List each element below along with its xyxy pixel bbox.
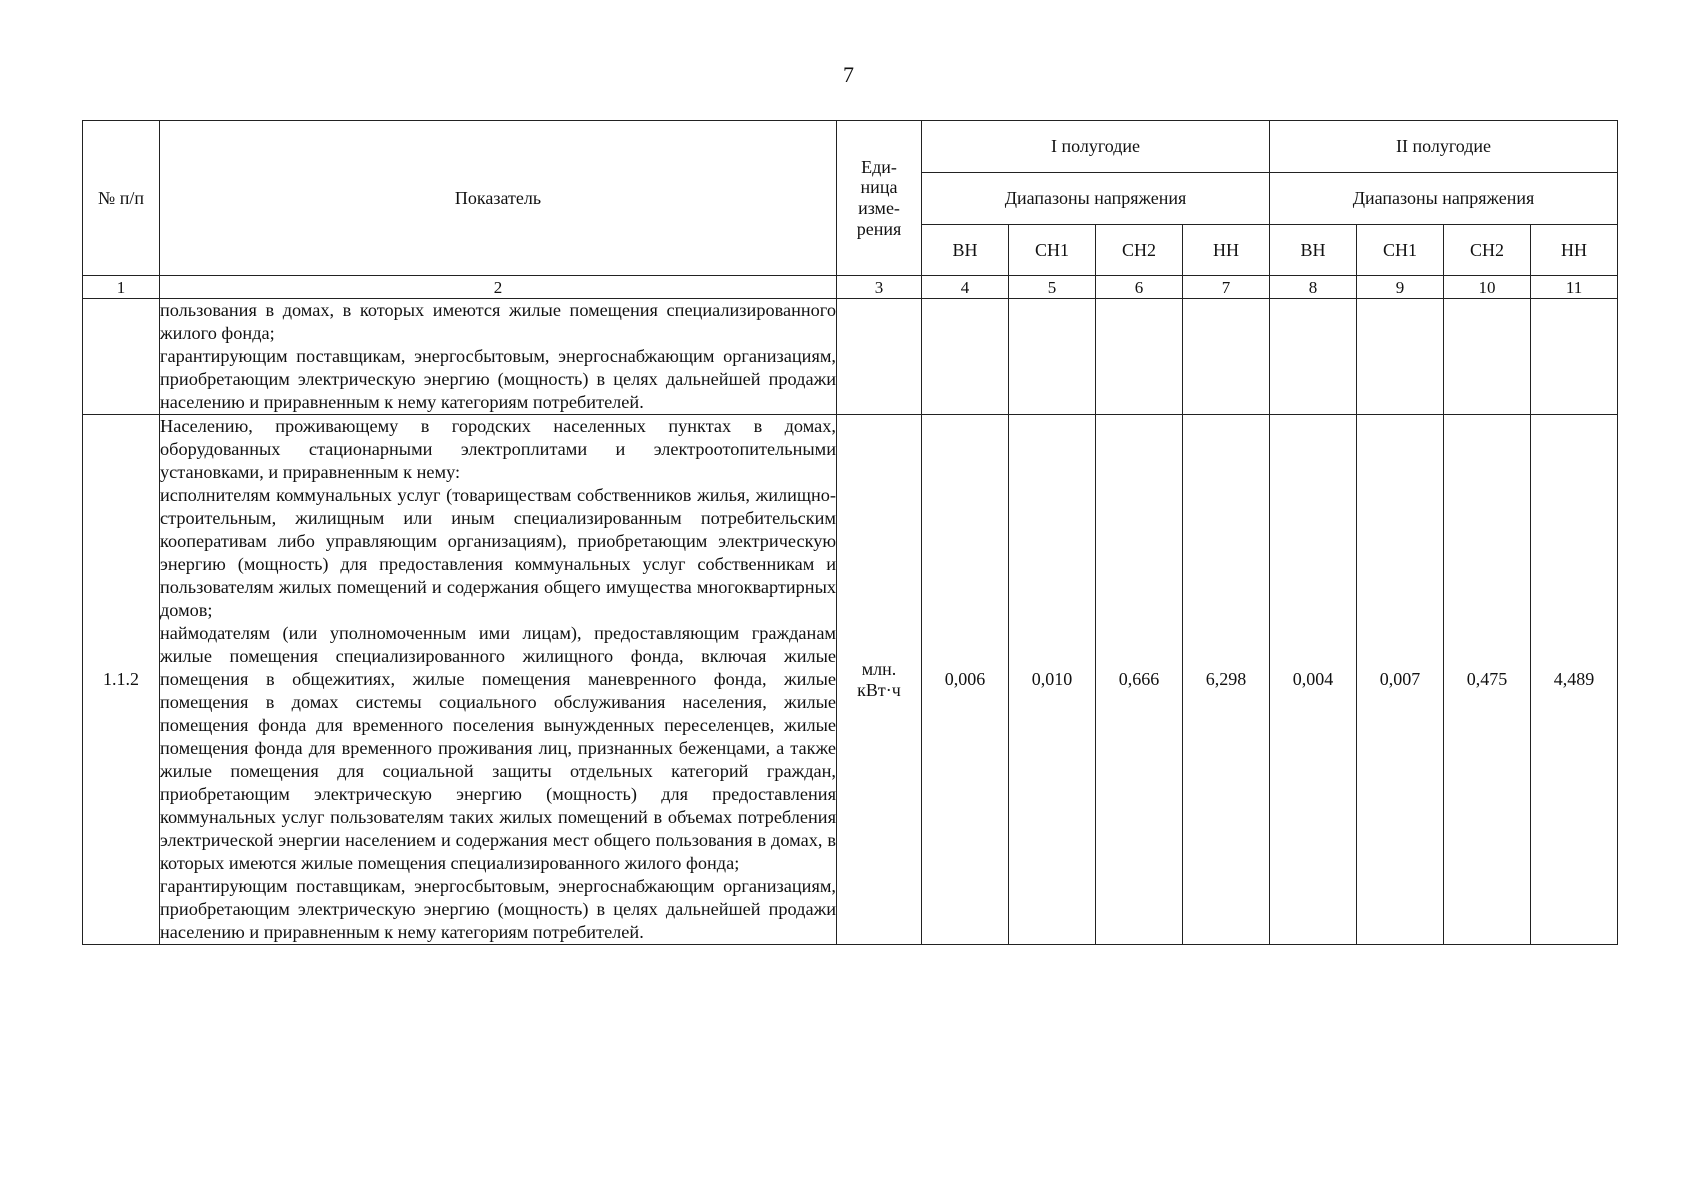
column-index: 10 — [1444, 276, 1531, 299]
row-value — [1183, 299, 1270, 415]
indicator-paragraph: гарантирующим поставщикам, энергосбытовым, энергоснабжающим организациям, приобретающим электрическую энергию (мощность) в целях дальнейшей продажи населению и приравненным к нему категориям потребителей. — [160, 346, 836, 412]
row-value — [1531, 299, 1618, 415]
row-value: 0,006 — [922, 415, 1009, 945]
header-level: НН — [1183, 225, 1270, 276]
row-value: 4,489 — [1531, 415, 1618, 945]
indicator-paragraph: Населению, проживающему в городских населенных пунктах в домах, оборудованных стационарными электроплитами и электроотопительными установками, и приравненным к нему: — [160, 416, 836, 482]
header-level: СН1 — [1009, 225, 1096, 276]
header-indicator: Показатель — [160, 121, 837, 276]
indicator-paragraph: пользования в домах, в которых имеются жилые помещения специализированного жилого фонда; — [160, 300, 836, 343]
header-unit: Еди- ница изме- рения — [837, 121, 922, 276]
tariff-table — [82, 120, 1618, 945]
column-index: 8 — [1270, 276, 1357, 299]
row-unit: млн. кВт·ч — [837, 415, 922, 945]
row-value: 0,004 — [1270, 415, 1357, 945]
indicator-paragraph: гарантирующим поставщикам, энергосбытовым, энергоснабжающим организациям, приобретающим электрическую энергию (мощность) в целях дальнейшей продажи населению и приравненным к нему категориям потребителей. — [160, 876, 836, 942]
indicator-paragraph: исполнителям коммунальных услуг (товариществам собственников жилья, жилищно-строительным, жилищным или иным специализированным потребительским кооперативам либо управляющим организациям), приобретающим электрическую энергию (мощность) для предоставления коммунальных услуг собственникам и пользователям жилых помещений и содержания общего имущества многоквартирных домов; — [160, 485, 836, 620]
column-index: 11 — [1531, 276, 1618, 299]
header-level: ВН — [922, 225, 1009, 276]
row-value: 0,475 — [1444, 415, 1531, 945]
row-number: 1.1.2 — [83, 415, 160, 945]
indicator-paragraph: наймодателям (или уполномоченным ими лицам), предоставляющим гражданам жилые помещения специализированного жилищного фонда, включая жилые помещения в общежитиях, жилые помещения маневренного фонда, жилые помещения в домах системы социального обслуживания населения, жилые помещения фонда для временного поселения вынужденных переселенцев, жилые помещения фонда для временного проживания лиц, признанных беженцами, а также жилые помещения для социальной защиты отдельных категорий граждан, приобретающим электрическую энергию (мощность) для предоставления коммунальных услуг пользователям таких жилых помещений в объемах потребления электрической энергии населением и содержания мест общего пользования в домах, в которых имеются жилые помещения специализированного жилого фонда; — [160, 623, 836, 873]
row-value: 0,666 — [1096, 415, 1183, 945]
header-half1: I полугодие — [922, 121, 1270, 173]
row-value — [922, 299, 1009, 415]
header-ranges2: Диапазоны напряжения — [1270, 173, 1618, 225]
column-index: 1 — [83, 276, 160, 299]
column-index: 6 — [1096, 276, 1183, 299]
row-value — [1009, 299, 1096, 415]
page-number: 7 — [843, 62, 854, 87]
header-level: ВН — [1270, 225, 1357, 276]
row-value: 0,007 — [1357, 415, 1444, 945]
row-value — [1270, 299, 1357, 415]
header-ranges1: Диапазоны напряжения — [922, 173, 1270, 225]
header-level: СН2 — [1444, 225, 1531, 276]
row-value — [1096, 299, 1183, 415]
row-value — [1444, 299, 1531, 415]
row-number — [83, 299, 160, 415]
column-index: 7 — [1183, 276, 1270, 299]
table-row — [83, 299, 1618, 415]
header-level: СН2 — [1096, 225, 1183, 276]
column-index: 4 — [922, 276, 1009, 299]
table-row — [83, 415, 1618, 945]
header-half2: II полугодие — [1270, 121, 1618, 173]
row-value: 0,010 — [1009, 415, 1096, 945]
row-indicator — [160, 299, 837, 415]
row-value — [1357, 299, 1444, 415]
row-indicator — [160, 415, 837, 945]
header-level: НН — [1531, 225, 1618, 276]
row-unit — [837, 299, 922, 415]
column-index: 9 — [1357, 276, 1444, 299]
header-level: СН1 — [1357, 225, 1444, 276]
column-index: 3 — [837, 276, 922, 299]
column-index: 2 — [160, 276, 837, 299]
row-value: 6,298 — [1183, 415, 1270, 945]
column-index: 5 — [1009, 276, 1096, 299]
header-num: № п/п — [83, 121, 160, 276]
